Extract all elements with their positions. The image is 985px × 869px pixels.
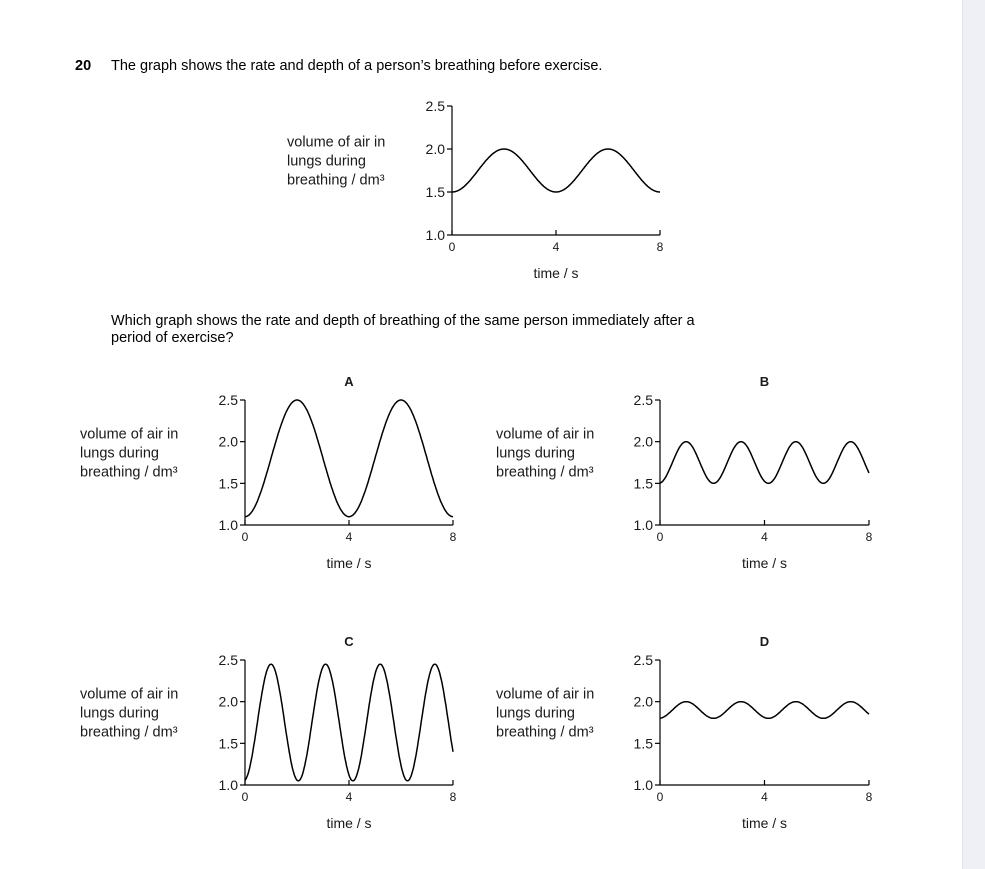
x-axis-label-a: time / s	[326, 555, 372, 571]
y-tick-label-c: 1.0	[218, 777, 238, 793]
x-axis-label-before: time / s	[533, 265, 579, 281]
x-tick-label-before: 4	[552, 240, 560, 254]
breathing-curve-d	[660, 702, 869, 719]
y-axis-label-d: volume of air in	[496, 686, 595, 703]
y-tick-label-b: 2.0	[633, 433, 653, 450]
y-axis-label-b: lungs during	[496, 445, 575, 462]
y-axis-label-a: lungs during	[80, 445, 159, 462]
y-axis-label-b: breathing / dm³	[496, 464, 594, 481]
y-tick-label-d: 2.5	[633, 652, 653, 668]
y-axis-label-before: volume of air in	[287, 134, 386, 151]
y-tick-label-b: 2.5	[633, 392, 653, 408]
x-tick-label-before: 0	[448, 240, 456, 254]
question-prompt-line-1: Which graph shows the rate and depth of breathing of the same person immediately after a	[111, 313, 695, 329]
y-axis-label-c: lungs during	[80, 705, 159, 722]
y-tick-label-before: 1.5	[425, 184, 445, 200]
y-tick-label-a: 1.5	[218, 475, 238, 492]
y-axis-label-c: volume of air in	[80, 686, 179, 703]
y-axis-label-before: breathing / dm³	[287, 172, 385, 189]
y-tick-label-b: 1.0	[633, 517, 653, 533]
option-label-c: C	[344, 634, 354, 649]
x-tick-label-d: 4	[761, 790, 768, 804]
option-label-a: A	[344, 374, 354, 389]
option-label-b: B	[759, 374, 770, 389]
y-tick-label-d: 1.0	[633, 777, 653, 793]
x-axis-label-d: time / s	[741, 815, 788, 831]
y-tick-label-before: 2.5	[425, 98, 445, 114]
question-number: 20	[75, 58, 92, 74]
x-axis-label-c: time / s	[326, 815, 372, 831]
y-axis-label-b: volume of air in	[496, 426, 595, 443]
y-axis-label-before: lungs during	[287, 153, 366, 170]
x-tick-label-c: 4	[345, 790, 353, 804]
x-tick-label-c: 8	[449, 790, 457, 804]
y-tick-label-c: 1.5	[218, 735, 238, 752]
x-tick-label-a: 4	[345, 530, 353, 544]
x-tick-label-b: 8	[865, 530, 873, 544]
y-tick-label-before: 2.0	[425, 141, 445, 157]
y-tick-label-c: 2.0	[218, 693, 238, 710]
x-tick-label-d: 0	[656, 790, 664, 804]
y-tick-label-d: 1.5	[633, 735, 653, 752]
x-tick-label-a: 0	[241, 530, 249, 544]
x-tick-label-d: 8	[865, 790, 873, 804]
y-tick-label-a: 1.0	[218, 517, 238, 533]
y-axis-label-a: volume of air in	[80, 426, 179, 443]
question-stem: The graph shows the rate and depth of a person’s breathing before exercise.	[111, 58, 603, 74]
y-axis-label-d: lungs during	[496, 705, 575, 722]
y-tick-label-d: 2.0	[633, 693, 653, 710]
x-axis-label-b: time / s	[741, 555, 788, 571]
x-tick-label-before: 8	[656, 240, 664, 254]
x-tick-label-b: 0	[656, 530, 664, 544]
y-axis-label-a: breathing / dm³	[80, 464, 178, 481]
y-tick-label-b: 1.5	[633, 475, 653, 492]
y-tick-label-before: 1.0	[425, 227, 445, 243]
y-tick-label-a: 2.5	[218, 392, 238, 408]
question-prompt-line-2: period of exercise?	[111, 330, 234, 346]
x-tick-label-a: 8	[449, 530, 457, 544]
x-tick-label-c: 0	[241, 790, 249, 804]
y-tick-label-c: 2.5	[218, 652, 238, 668]
option-label-d: D	[759, 634, 770, 649]
y-tick-label-a: 2.0	[218, 433, 238, 450]
y-axis-label-d: breathing / dm³	[496, 724, 594, 741]
x-tick-label-b: 4	[761, 530, 768, 544]
y-axis-label-c: breathing / dm³	[80, 724, 178, 741]
